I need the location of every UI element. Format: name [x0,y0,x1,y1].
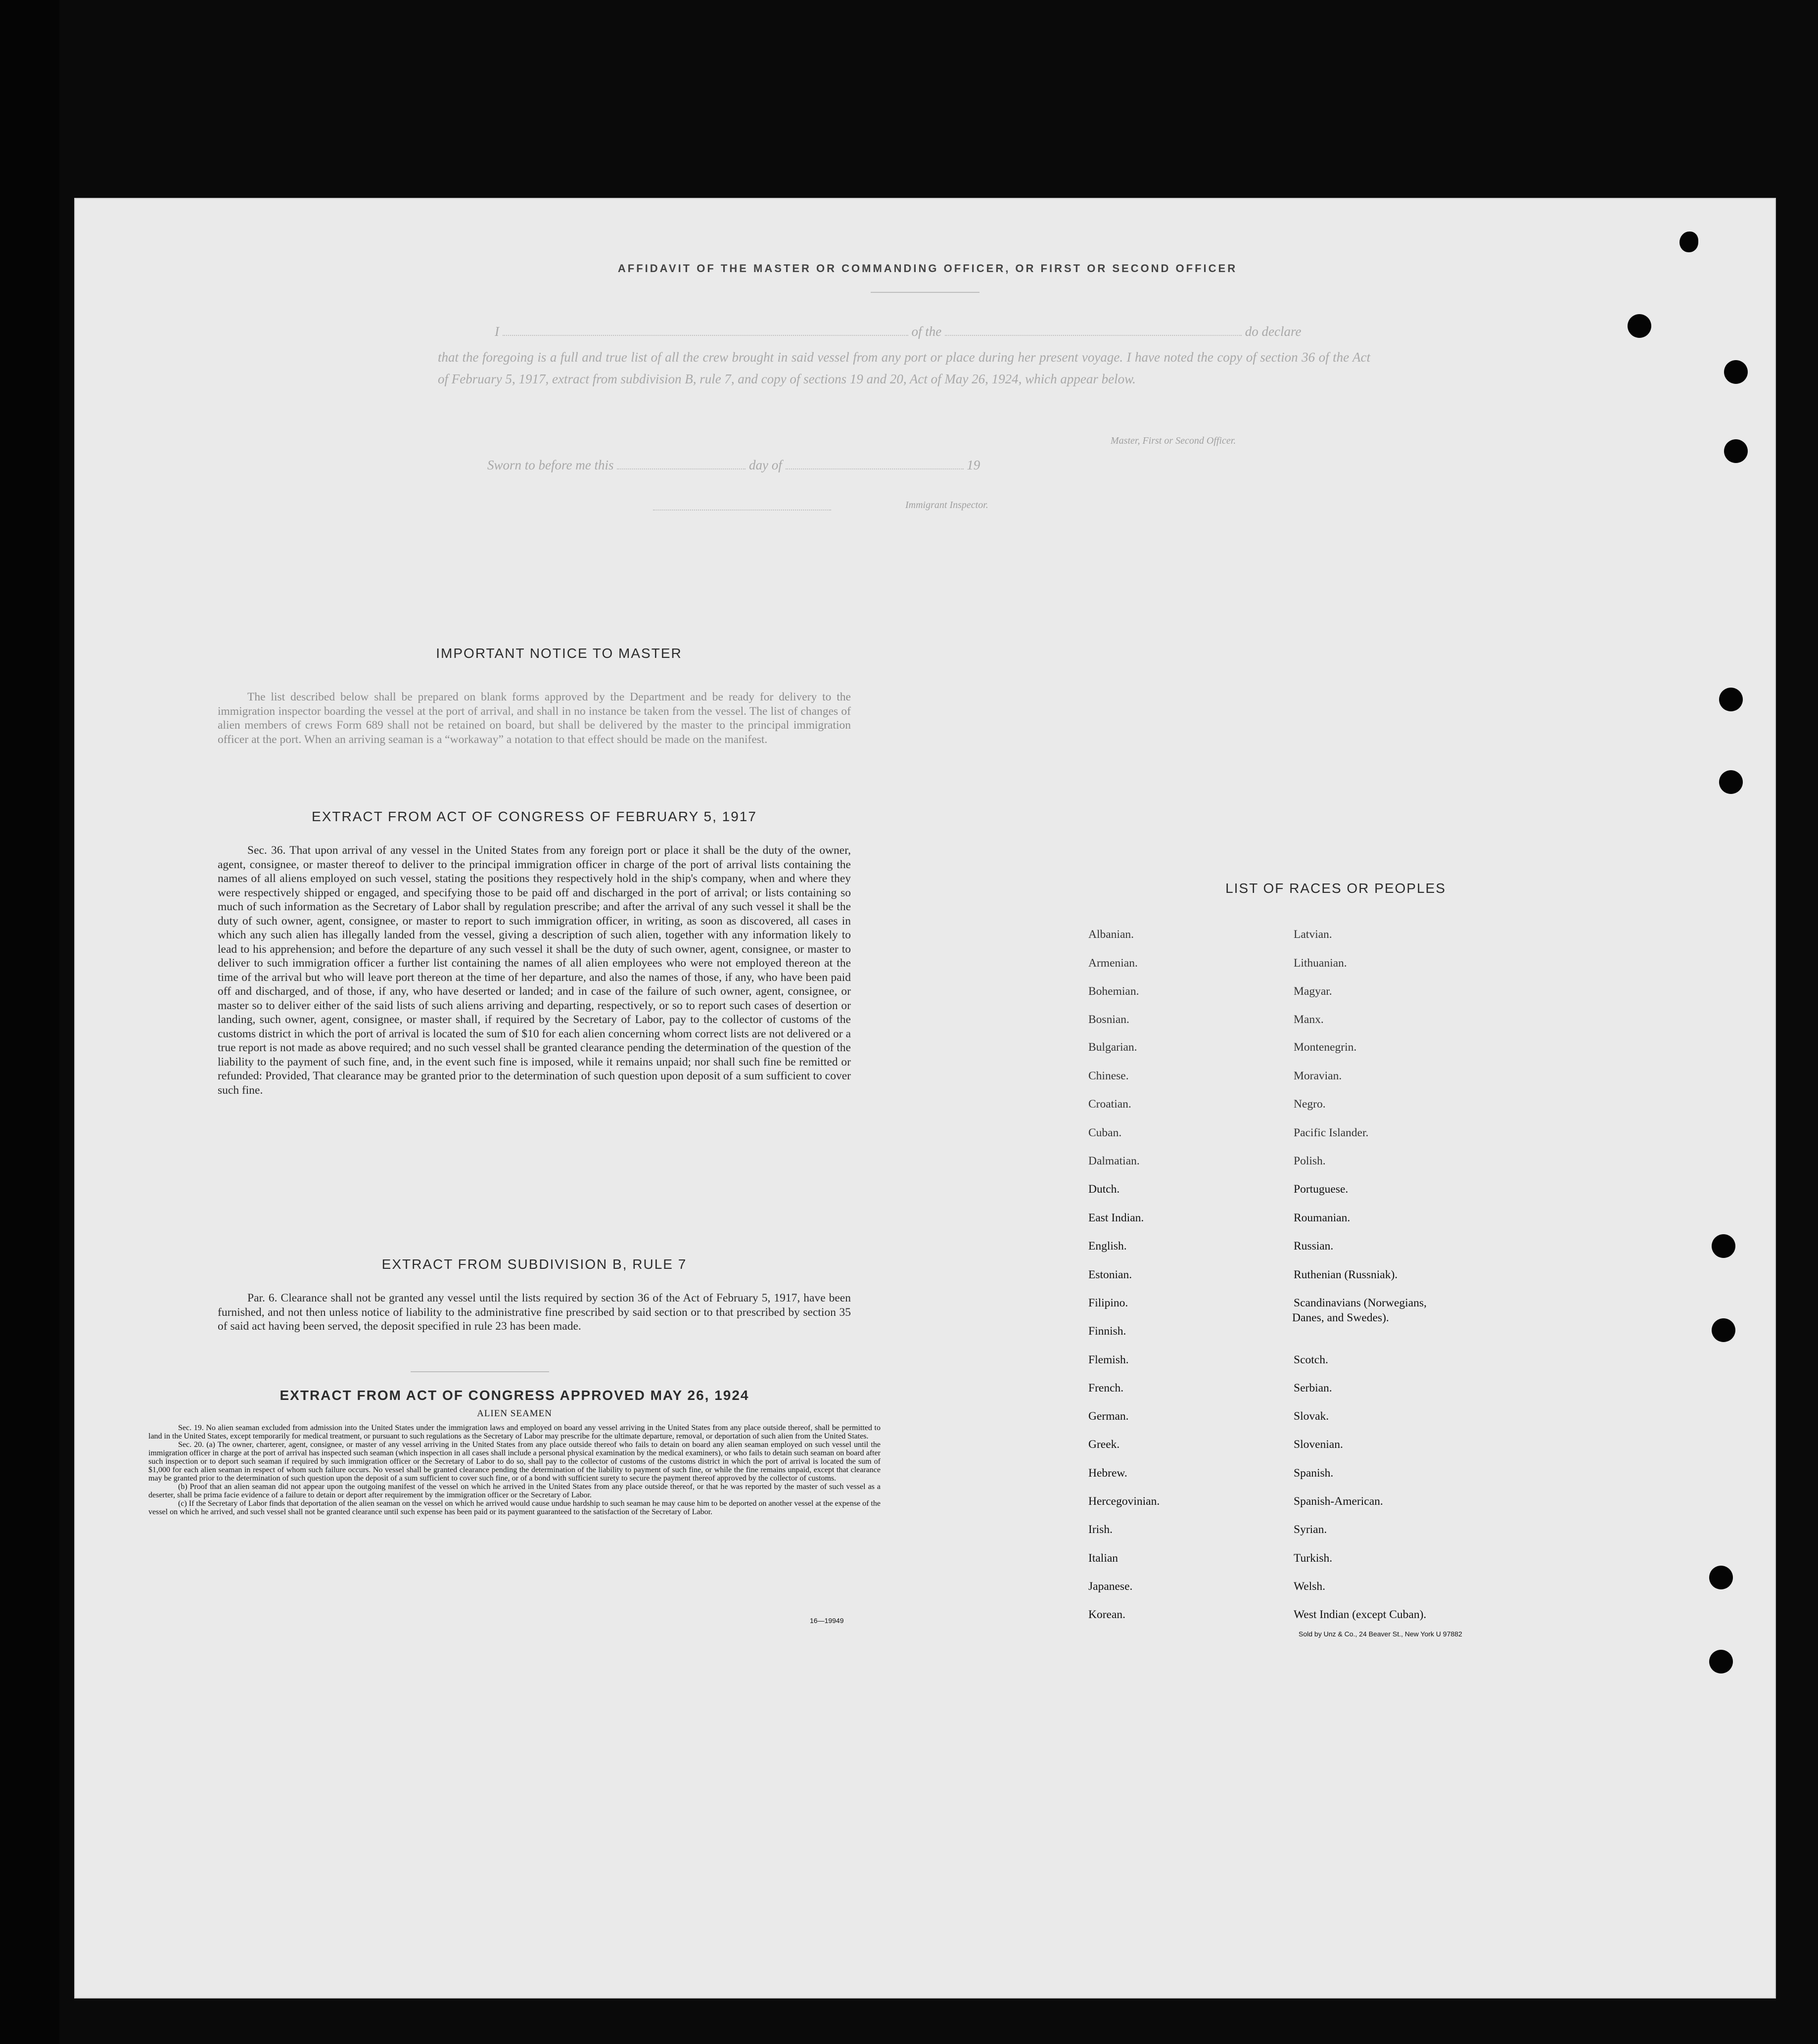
race-item: Polish. [1294,1155,1326,1167]
race-item: Bohemian. [1088,985,1139,998]
race-item: Armenian. [1088,957,1138,970]
inspector-label: Immigrant Inspector. [905,500,988,511]
race-item: Bosnian. [1088,1013,1129,1026]
race-item: Cuban. [1088,1126,1122,1139]
race-item: Moravian. [1294,1069,1342,1082]
alien-seamen-subheading: ALIEN SEAMEN [477,1408,552,1419]
race-item: Hercegovinian. [1088,1495,1160,1508]
races-heading: LIST OF RACES OR PEOPLES [1225,881,1446,896]
race-item: Korean. [1088,1608,1126,1621]
affidavit-line1-mid: of the [911,324,942,339]
race-item: Bulgarian. [1088,1041,1137,1054]
race-item: English. [1088,1240,1127,1253]
race-item: Portuguese. [1294,1183,1349,1196]
name-blank [503,335,908,336]
rule7-heading: EXTRACT FROM SUBDIVISION B, RULE 7 [381,1256,687,1272]
vessel-blank [945,335,1242,336]
punch-hole [1709,1650,1733,1673]
race-item: Serbian. [1294,1382,1332,1394]
race-item: Finnish. [1088,1325,1126,1338]
punch-hole [1679,232,1698,252]
sworn-year: 19 [967,458,980,472]
rule7-body: Par. 6. Clearance shall not be granted any vessel until the lists required by section 36 of the Act of February 5, 1917, have been furnished, and not then unless notice of liability to the administrative fine prescribed by said section or to that prescribed by section 35 of said act having been served, the deposit specified in rule 23 has been made. [218,1292,851,1333]
affidavit-line1-post: do declare [1245,324,1302,339]
race-item: Japanese. [1088,1580,1133,1593]
month-blank [786,468,964,469]
punch-hole [1712,1318,1735,1342]
extract-1917-body: Sec. 36. That upon arrival of any vessel in the United States from any foreign port or place it shall be the duty of the owner, agent, consignee, or master thereof to deliver to the principal immigration officer in charge of the port of arrival lists containing the names of all aliens employed on such vessel, stating the positions they respectively hold in the ship's company, when and where they were respectively shipped or engaged, and specifying those to be paid off and discharged in the port of arrival; or lists containing so much of such information as the Secretary of Labor shall by regulation prescribe; and after the arrival of any such vessel it shall be the duty of such owner, agent, consignee, or master to report to such immigration officer, in writing, as soon as discovered, all cases in which any such alien has illegally landed from the vessel, giving a description of such alien, together with any information likely to lead to his apprehension; and before the departure of any such vessel it shall be the duty of such owner, agent, consignee, or master to deliver to such immigration officer a further list containing the names of all alien employees who were not employed thereon at the time of the arrival but who will leave port thereon at the time of her departure, and also the names of those, if any, who have been paid off and discharged, and of those, if any, who have deserted or landed; and in case of the failure of such owner, agent, consignee, or master so to deliver either of the said lists of such aliens arriving and departing, respectively, or so to report such cases of desertion or landing, such owner, agent, consignee, or master shall, if required by the Secretary of Labor, pay to the collector of customs of the customs district in which the port of arrival is located the sum of $10 for each alien concerning whom correct lists are not delivered or a true report is not made as above required; and no such vessel shall be granted clearance pending the determination of the question of the liability to the payment of such fine, and, in the event such fine is imposed, while it remains unpaid; nor shall such fine be remitted or refunded: Provided, That clearance may be granted prior to the determination of such question upon deposit of a sum sufficient to cover such fine. [218,844,851,1097]
race-item: Magyar. [1294,985,1332,998]
race-item: Pacific Islander. [1294,1126,1369,1139]
sworn-pre: Sworn to before me this [487,458,614,472]
race-item: French. [1088,1382,1124,1394]
signature-label: Master, First or Second Officer. [1111,435,1236,446]
race-item: Hebrew. [1088,1467,1127,1480]
race-item: Slovenian. [1294,1438,1343,1451]
race-item: Montenegrin. [1294,1041,1357,1054]
affidavit-line1-pre: I [495,324,499,339]
extract-1924-body [148,1424,881,1516]
race-item: Slovak. [1294,1410,1329,1423]
divider [411,1371,549,1372]
race-item: Russian. [1294,1240,1334,1253]
affidavit-line1 [495,324,1370,339]
sold-by-imprint: Sold by Unz & Co., 24 Beaver St., New York U 97882 [1299,1630,1462,1638]
race-item: Greek. [1088,1438,1120,1451]
race-item: Syrian. [1294,1523,1327,1536]
race-item: Scotch. [1294,1353,1328,1366]
affidavit-body: that the foregoing is a full and true list of all the crew brought in said vessel from any port or place during her present voyage. I have noted the copy of section 36 of the Act of February 5, 1917, extract from subdivision B, rule 7, and copy of sections 19 and 20, Act of May 26, 1924, which appear below. [438,350,1370,386]
race-item: Dalmatian. [1088,1155,1140,1167]
punch-hole [1712,1234,1735,1258]
inspector-blank [653,510,831,511]
race-item: Welsh. [1294,1580,1326,1593]
extract-1917-heading: EXTRACT FROM ACT OF CONGRESS OF FEBRUARY 5, 1917 [312,809,757,824]
race-item: Dutch. [1088,1183,1120,1196]
race-item: German. [1088,1410,1129,1423]
sec20b-text: (b) Proof that an alien seaman did not appear upon the outgoing manifest of the vessel on which he arrived in the United States from any place outside thereof, or that he was reported by the master of such vessel as a deserter, shall be prima facie evidence of a failure to detain or deport after requirement by the immigration officer or the Secretary of Labor. [148,1483,881,1499]
punch-hole [1628,314,1651,338]
manifest-page [74,198,1776,1998]
notice-body: The list described below shall be prepared on blank forms approved by the Department and be ready for delivery to the immigration inspector boarding the vessel at the port of arrival, and shall in no instance be taken from the vessel. The list of changes of alien members of crews Form 689 shall not be retained on board, but shall be delivered by the master to the principal immigration officer at the port. When an arriving seaman is a “workaway” a notation to that effect should be made on the manifest. [218,691,851,746]
sec20c-text: (c) If the Secretary of Labor finds that deportation of the alien seaman on the vessel on which he arrived would cause undue hardship to such seaman he may cause him to be deported on another vessel at the expense of the vessel on which he arrived, and such vessel shall not be granted clearance until such expense has been paid or its payment guaranteed to the satisfaction of the Secretary of Labor. [148,1499,881,1516]
race-item: Lithuanian. [1294,957,1347,970]
race-item: Italian [1088,1552,1119,1565]
race-item: Filipino. [1088,1297,1128,1309]
race-item: Spanish-American. [1294,1495,1383,1508]
race-item: Chinese. [1088,1069,1129,1082]
sec20a-text: Sec. 20. (a) The owner, charterer, agent, consignee, or master of any vessel arriving in the United States from any place outside thereof who fails to detain on board any alien seaman employed on such vessel until the immigration officer in charge at the port of arrival has inspected such seaman (which inspection in all cases shall include a personal physical examination by the medical examiners), or who fails to detain such seaman on board after such inspection or to deport such seaman if required by such immigration officer or the Secretary of Labor to do so, shall pay to the collector of customs of the customs district in which the port of arrival is located the sum of $1,000 for each alien seaman in respect of whom such failure occurs. No vessel shall be granted clearance pending the determination of the liability to payment of such fine, or while the fine remains unpaid, except that clearance may be granted prior to the determination of such question upon the deposit of a sum sufficient to cover such fine, or of a bond with sufficient surety to secure the payment thereof approved by the collector of customs. [148,1440,881,1483]
race-item: Croatian. [1088,1098,1131,1111]
extract-1924-heading: EXTRACT FROM ACT OF CONGRESS APPROVED MAY 26, 1924 [280,1388,749,1403]
race-item: Flemish. [1088,1353,1129,1366]
sworn-day: day of [749,458,782,472]
race-item: Ruthenian (Russniak). [1294,1268,1398,1281]
day-blank [617,468,746,469]
race-item: Negro. [1294,1098,1326,1111]
race-item: West Indian (except Cuban). [1294,1608,1427,1621]
notice-heading: IMPORTANT NOTICE TO MASTER [436,646,682,661]
punch-hole [1724,360,1748,384]
race-item: East Indian. [1088,1211,1144,1224]
race-item: Danes, and Swedes). [1292,1311,1389,1324]
divider [871,292,979,293]
dark-border-left [0,0,59,2044]
punch-hole [1724,439,1748,463]
race-item: Irish. [1088,1523,1113,1536]
race-item: Turkish. [1294,1552,1333,1565]
form-number: 16—19949 [810,1617,844,1625]
punch-hole [1709,1566,1733,1589]
punch-hole [1719,770,1743,794]
sec19-text: Sec. 19. No alien seaman excluded from admission into the United States under the immigration laws and employed on board any vessel arriving in the United States from any place outside thereof, shall be permitted to land in the United States, except temporarily for medical treatment, or pursuant to such regulations as the Secretary of Labor may prescribe for the ultimate departure, removal, or deportation of such alien from the United States. [148,1424,881,1440]
race-item: Manx. [1294,1013,1324,1026]
race-item: Roumanian. [1294,1211,1351,1224]
race-item: Scandinavians (Norwegians, [1294,1297,1427,1309]
race-item: Albanian. [1088,928,1134,941]
race-item: Latvian. [1294,928,1332,941]
race-item: Estonian. [1088,1268,1132,1281]
race-item: Spanish. [1294,1467,1334,1480]
affidavit-heading: AFFIDAVIT OF THE MASTER OR COMMANDING OFFICER, OR FIRST OR SECOND OFFICER [617,262,1238,275]
sworn-line [487,458,1180,473]
punch-hole [1719,688,1743,711]
